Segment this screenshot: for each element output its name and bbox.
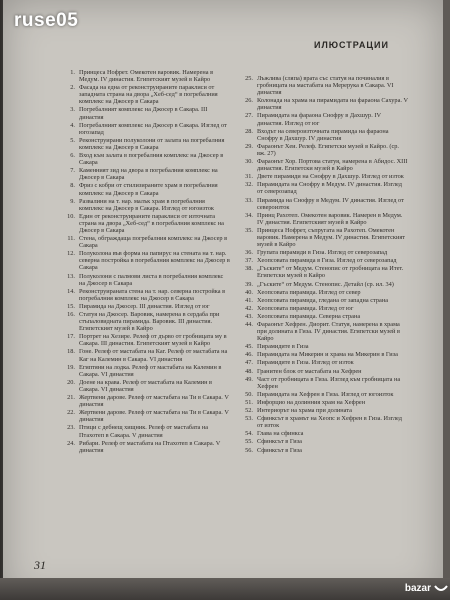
caption-entry <box>60 440 230 454</box>
caption-entry <box>60 333 230 347</box>
caption-number: 43. <box>245 312 253 320</box>
caption-number: 12. <box>67 250 75 258</box>
caption-entry <box>238 197 408 211</box>
caption-number: 44. <box>245 321 253 328</box>
caption-entry <box>60 273 230 287</box>
caption-text: Двете пирамиди на Снофру в Дахшур. Изглед от изток <box>257 173 404 181</box>
caption-text: Пирамидата на Снофру в Медум. IV династия. Изглед от северозапад <box>257 181 402 196</box>
caption-entry <box>60 379 230 393</box>
caption-number: 28. <box>245 127 253 135</box>
caption-text: Гранитен блок от мастабата на Хефрен <box>257 367 362 375</box>
caption-number: 40. <box>245 288 253 296</box>
caption-text: Сфинксът в Гиза <box>257 438 302 446</box>
caption-number: 24. <box>67 439 75 447</box>
smile-logo-icon <box>434 583 448 593</box>
caption-number: 34. <box>245 211 253 219</box>
caption-number: 56. <box>245 446 253 454</box>
caption-number: 49. <box>245 375 253 383</box>
caption-text: Реконструираната стена на т. нар. северна постройка в погребалния комплекс на Джосер в Сакара <box>79 287 226 302</box>
caption-number: 14. <box>67 287 75 295</box>
caption-text: Стена, обграждаща погребалния комплекс на Джосер в Сакара <box>79 235 228 250</box>
caption-entry <box>238 158 408 172</box>
caption-text: Развалини на т. нар. малък храм в погребалния комплекс на Джосер в Сакара. Изглед от югоизток <box>79 197 214 212</box>
caption-number: 8. <box>70 182 75 190</box>
caption-text: Хеопсовата пирамида, гледана от западна страна <box>257 296 388 304</box>
caption-text: Портрет на Хезире. Релеф от дърво от гробницата му в Сакара. III династия. Египетският музей в Кайро <box>79 333 227 348</box>
caption-text: Сфинксът в Гиза <box>257 446 302 454</box>
caption-number: 47. <box>245 359 253 367</box>
caption-number: 38. <box>245 265 253 273</box>
caption-text: „Гъските“ от Медум. Стенопис от гробницата на Итет. Египетски музей в Кайро <box>257 265 404 280</box>
caption-number: 6. <box>70 152 75 160</box>
caption-entry <box>238 438 408 445</box>
caption-number: 15. <box>67 302 75 310</box>
caption-number: 21. <box>67 394 75 402</box>
caption-number: 5. <box>70 136 75 144</box>
caption-entry <box>60 106 230 120</box>
caption-text: Фасада на една от реконструираните параклиси от западната страна на двора „Хеб-сед“ в погребалния комплекс на Джосер в Сакара <box>79 84 218 106</box>
caption-text: Лъжлива (сляпа) врата със статуя на починалия в гробницата на мастабата на Мерерука в Сакара. VI династия <box>257 75 394 97</box>
caption-text: Сфинксът в храмът на Хеопс и Хефрен в Гиза. Изглед от изток <box>257 415 402 430</box>
caption-text: Фараонът Хефрен. Диорит. Статуя, намерена в храма при долината в Гиза. IV династия. Египетски музей в Кайро <box>257 321 400 343</box>
caption-number: 50. <box>245 390 253 398</box>
caption-text: Един от реконструираните параклиси от източната страна на двора „Хеб-сед“ в погребалния комплекс на Джосер в Сакара <box>79 212 224 234</box>
caption-text: Пирамида на Джосер. III династия. Изглед от юг <box>79 302 210 310</box>
caption-number: 3. <box>70 106 75 114</box>
caption-text: Фараонът Хеи. Релеф. Египетски музей в Кайро. (ср. вж. 27) <box>257 142 399 157</box>
caption-entry <box>238 391 408 398</box>
caption-number: 46. <box>245 351 253 359</box>
caption-entry <box>60 182 230 196</box>
caption-text: Принц Рахотеп. Омекотен варовик. Намерен в Медум. IV династия. Египетският музей в Кайро <box>257 211 403 226</box>
caption-text: Входът на североизточната пирамида на фараона Снофру в Дахшур. IV династия <box>257 127 389 142</box>
caption-text: Хеопсовата пирамида в Гиза. Изглед от северозапад <box>257 257 397 265</box>
caption-text: Част от гробницата в Гиза. Изглед към гробницата на Хефрен <box>257 375 401 390</box>
caption-entry <box>238 112 408 126</box>
caption-entry <box>60 311 230 332</box>
caption-text: Пирамидата на Микерин и храма на Микерин в Гиза <box>257 351 398 359</box>
caption-number: 16. <box>67 311 75 318</box>
caption-number: 11. <box>67 235 75 243</box>
caption-entry <box>60 394 230 408</box>
left-caption-column <box>60 69 230 455</box>
caption-entry <box>238 343 408 350</box>
caption-text: Фараонът Хор. Портова статуя, намерена в Абидос. XIII династия. Египетски музей в Кайро <box>257 158 408 173</box>
caption-text: Вход към залата в погребалния комплекс на Джосер в Сакара <box>79 152 224 167</box>
right-caption-column <box>238 75 408 455</box>
caption-entry <box>238 351 408 358</box>
caption-text: Полуколони с палмови листа в погребалния комплекс на Джосер в Сакара <box>79 272 224 287</box>
caption-number: 35. <box>245 226 253 234</box>
page-heading: ИЛЮСТРАЦИИ <box>314 40 389 50</box>
caption-entry <box>238 265 408 279</box>
logo-text: bazar <box>404 582 431 594</box>
caption-number: 36. <box>245 249 253 257</box>
caption-entry <box>238 407 408 414</box>
caption-entry <box>60 198 230 212</box>
caption-entry <box>238 447 408 454</box>
caption-entry <box>238 281 408 288</box>
caption-text: Жертвени дарове. Релеф от мастабата на Ти в Сакара. V династия <box>79 409 229 424</box>
caption-entry <box>60 167 230 181</box>
seller-watermark: ruse05 <box>14 10 79 31</box>
caption-entry <box>238 128 408 142</box>
caption-entry <box>238 257 408 264</box>
caption-entry <box>238 143 408 157</box>
caption-entry <box>60 152 230 166</box>
caption-text: Полуколона във форма на папирус на стената на т. нар. северна постройка в погребалния комплекс на Джосер в Сакара <box>79 250 230 272</box>
caption-text: Фриз с кобри от стилизираните храм в погребалния комплекс на Джосер в Сакара <box>79 182 218 197</box>
caption-text: Каменният зид на двора в погребалния комплекс на Джосер в Сакара <box>79 167 218 182</box>
caption-entry <box>60 235 230 249</box>
caption-number: 52. <box>245 407 253 415</box>
caption-entry <box>238 321 408 342</box>
caption-number: 25. <box>245 75 253 82</box>
caption-text: Инфорцио на долинния храм на Хефрен <box>257 398 366 406</box>
caption-number: 18. <box>67 348 75 356</box>
caption-number: 45. <box>245 343 253 351</box>
caption-entry <box>60 69 230 83</box>
caption-number: 20. <box>67 378 75 386</box>
caption-text: Реконструирани полуколони от залата на погребалния комплекс на Джосер в Сакара <box>79 136 225 151</box>
caption-text: Статуя на Джосер. Варовик, намерена в сердаба при стъпаловидната пирамида. Варовик. III династия. Египетският музей в Кайро <box>79 311 220 333</box>
caption-number: 2. <box>70 84 75 92</box>
caption-number: 51. <box>245 398 253 406</box>
caption-number: 17. <box>67 333 75 341</box>
caption-text: Принцеса Нофрет. Омекотен варовик. Намерена в Медум. IV династия. Египетският музей в Кайро <box>79 69 214 84</box>
caption-entry <box>238 305 408 312</box>
caption-entry <box>60 348 230 362</box>
caption-number: 54. <box>245 430 253 438</box>
caption-number: 9. <box>70 197 75 205</box>
caption-text: Пирамидите в Гиза. Изглед от изток <box>257 359 354 367</box>
caption-entry <box>60 250 230 271</box>
marketplace-logo <box>380 578 448 598</box>
caption-number: 1. <box>70 69 75 76</box>
page-number: 31 <box>34 558 46 572</box>
caption-number: 29. <box>245 142 253 150</box>
caption-entry <box>238 430 408 437</box>
caption-text: Хеопсовата пирамида. Изглед от север <box>257 288 361 296</box>
caption-text: Групата пирамиди в Гиза. Изглед от северозапад <box>257 249 388 257</box>
caption-text: Погребалният комплекс на Джосер в Сакара. III династия <box>79 106 208 121</box>
caption-text: Птици с дебнещ хищник. Релеф от мастабата на Птахотеп в Сакара. V династия <box>79 424 209 439</box>
caption-number: 48. <box>245 367 253 375</box>
caption-number: 32. <box>245 181 253 189</box>
caption-text: Хеопсовата пирамида. Северна страна <box>257 312 361 320</box>
caption-number: 39. <box>245 280 253 288</box>
caption-entry <box>238 359 408 366</box>
caption-text: Пирамидите в Гиза <box>257 343 309 351</box>
caption-text: Погребалният комплекс на Джосер в Сакара. Изглед от югозапад <box>79 121 227 136</box>
caption-number: 33. <box>245 196 253 204</box>
caption-text: Интериорът на храма при долината <box>257 407 352 415</box>
caption-number: 23. <box>67 424 75 432</box>
caption-text: Пирамида на Снофру в Медум. IV династия. Изглед от североизток <box>257 196 404 211</box>
caption-entry <box>238 289 408 296</box>
caption-number: 37. <box>245 257 253 265</box>
caption-entry <box>238 399 408 406</box>
caption-number: 10. <box>67 212 75 220</box>
caption-entry <box>238 227 408 248</box>
caption-number: 30. <box>245 158 253 166</box>
caption-number: 19. <box>67 363 75 371</box>
caption-number: 4. <box>70 121 75 129</box>
caption-text: Гоне. Релеф от мастабата на Каг. Релеф от мастабата на Каг на Калемин в Сакара. VI династия <box>79 348 228 363</box>
caption-number: 27. <box>245 112 253 120</box>
caption-number: 55. <box>245 438 253 446</box>
caption-entry <box>60 122 230 136</box>
caption-entry <box>238 313 408 320</box>
caption-number: 13. <box>67 272 75 280</box>
caption-number: 42. <box>245 304 253 312</box>
caption-entry <box>60 137 230 151</box>
caption-entry <box>60 288 230 302</box>
caption-entry <box>238 368 408 375</box>
caption-text: Хеопсовата пирамида. Изглед от юг <box>257 304 354 312</box>
caption-entry <box>60 84 230 105</box>
caption-entry <box>238 415 408 429</box>
caption-text: Пирамидата на Хефрен в Гиза. Изглед от югоизток <box>257 390 394 398</box>
caption-entry <box>238 376 408 390</box>
caption-number: 31. <box>245 173 253 181</box>
caption-text: „Гъските“ от Медум. Стенопис. Детайл (ср. ил. 34) <box>257 280 394 288</box>
caption-text: Колонада на храма на пирамидата на фараона Сахура. V династия <box>257 97 408 112</box>
caption-entry <box>238 249 408 256</box>
caption-entry <box>238 181 408 195</box>
caption-text: Рибари. Релеф от мастабата на Птахотеп в Сакара. V династия <box>79 439 221 454</box>
caption-number: 7. <box>70 167 75 175</box>
caption-entry <box>238 75 408 96</box>
caption-entry <box>238 297 408 304</box>
caption-text: Доене на крава. Релеф от мастабата на Калемин в Сакара. VI династия <box>79 378 213 393</box>
caption-text: Жертвени дарове. Релеф от мастабата на Ти в Сакара. V династия <box>79 394 229 409</box>
caption-text: Пирамидата на фараона Снофру в Дахшур. IV династия. Изглед от юг <box>257 112 381 127</box>
caption-entry <box>238 212 408 226</box>
caption-text: Глава на сфинкса <box>257 430 304 438</box>
caption-entry <box>60 364 230 378</box>
caption-number: 26. <box>245 97 253 105</box>
caption-entry <box>60 424 230 438</box>
caption-entry <box>238 173 408 180</box>
caption-entry <box>60 409 230 423</box>
caption-number: 22. <box>67 409 75 417</box>
caption-entry <box>238 97 408 111</box>
caption-number: 53. <box>245 415 253 423</box>
caption-entry <box>60 213 230 234</box>
caption-entry <box>60 303 230 310</box>
caption-number: 41. <box>245 296 253 304</box>
caption-text: Принцеса Нофрет, съпругата на Рахотеп. Омекотен варовик. Намерена в Медум. IV династия. Египетският музей в Кайро <box>257 226 405 249</box>
caption-text: Египтяни на лодка. Релеф от мастабата на Калемин в Сакара. VI династия <box>79 363 222 378</box>
